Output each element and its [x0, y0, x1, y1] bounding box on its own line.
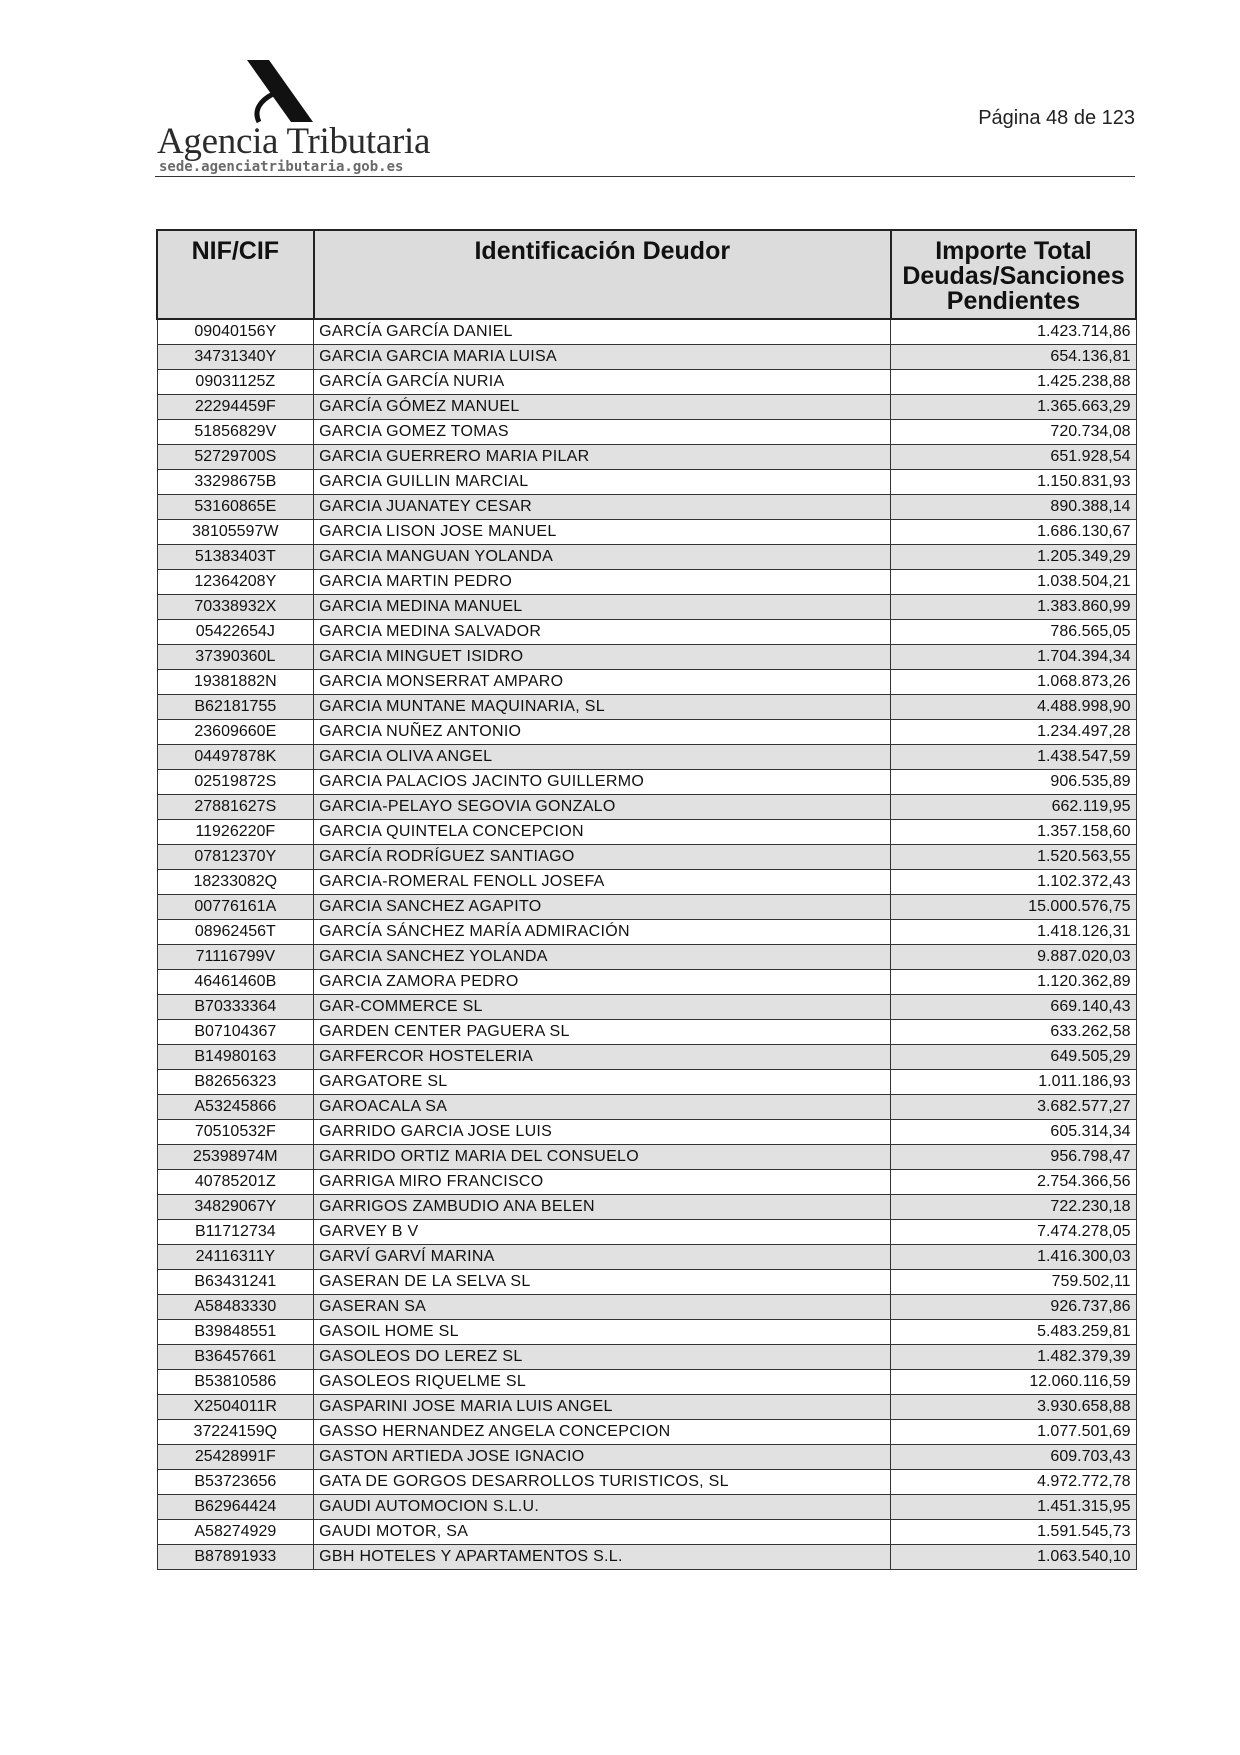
table-row — [157, 319, 1136, 345]
debtor-name-cell: GARCIA ZAMORA PEDRO — [314, 970, 891, 995]
table-row — [157, 1070, 1136, 1095]
nif-cell: 09040156Y — [157, 319, 314, 345]
amount-cell: 926.737,86 — [891, 1295, 1136, 1320]
debtor-name-cell: GASERAN DE LA SELVA SL — [314, 1270, 891, 1295]
nif-cell: 70510532F — [157, 1120, 314, 1145]
amount-cell: 1.038.504,21 — [891, 570, 1136, 595]
amount-cell: 1.451.315,95 — [891, 1495, 1136, 1520]
nif-cell: 51856829V — [157, 420, 314, 445]
table-row — [157, 1395, 1136, 1420]
nif-cell: 37224159Q — [157, 1420, 314, 1445]
nif-cell: 25398974M — [157, 1145, 314, 1170]
amount-cell: 1.591.545,73 — [891, 1520, 1136, 1545]
page-header — [155, 58, 1135, 178]
nif-cell: A53245866 — [157, 1095, 314, 1120]
debtor-name-cell: GARCIA MINGUET ISIDRO — [314, 645, 891, 670]
amount-cell: 956.798,47 — [891, 1145, 1136, 1170]
debtor-name-cell: GARCÍA SÁNCHEZ MARÍA ADMIRACIÓN — [314, 920, 891, 945]
debtor-name-cell: GARDEN CENTER PAGUERA SL — [314, 1020, 891, 1045]
table-row — [157, 1095, 1136, 1120]
debtor-name-cell: GASOIL HOME SL — [314, 1320, 891, 1345]
nif-cell: 02519872S — [157, 770, 314, 795]
table-row — [157, 820, 1136, 845]
nif-cell: 08962456T — [157, 920, 314, 945]
amount-cell: 633.262,58 — [891, 1020, 1136, 1045]
nif-cell: 34731340Y — [157, 345, 314, 370]
nif-cell: A58483330 — [157, 1295, 314, 1320]
table-row — [157, 920, 1136, 945]
nif-cell: 53160865E — [157, 495, 314, 520]
table-row — [157, 470, 1136, 495]
table-row — [157, 995, 1136, 1020]
nif-cell: B53723656 — [157, 1470, 314, 1495]
nif-cell: B63431241 — [157, 1270, 314, 1295]
amount-cell: 3.682.577,27 — [891, 1095, 1136, 1120]
table-row — [157, 1145, 1136, 1170]
debtor-name-cell: GARCIA OLIVA ANGEL — [314, 745, 891, 770]
amount-cell: 759.502,11 — [891, 1270, 1136, 1295]
debtor-name-cell: GARCIA GUERRERO MARIA PILAR — [314, 445, 891, 470]
amount-cell: 1.686.130,67 — [891, 520, 1136, 545]
nif-cell: 34829067Y — [157, 1195, 314, 1220]
amount-cell: 1.704.394,34 — [891, 645, 1136, 670]
nif-cell: 52729700S — [157, 445, 314, 470]
debtor-name-cell: GARVÍ GARVÍ MARINA — [314, 1245, 891, 1270]
amount-cell: 609.703,43 — [891, 1445, 1136, 1470]
table-row — [157, 520, 1136, 545]
debtor-name-cell: GASTON ARTIEDA JOSE IGNACIO — [314, 1445, 891, 1470]
amount-cell: 4.488.998,90 — [891, 695, 1136, 720]
nif-cell: 11926220F — [157, 820, 314, 845]
debtor-name-cell: GARCIA MUNTANE MAQUINARIA, SL — [314, 695, 891, 720]
table-row — [157, 1245, 1136, 1270]
nif-cell: B62181755 — [157, 695, 314, 720]
amount-cell: 15.000.576,75 — [891, 895, 1136, 920]
amount-cell: 2.754.366,56 — [891, 1170, 1136, 1195]
nif-cell: B11712734 — [157, 1220, 314, 1245]
nif-cell: B36457661 — [157, 1345, 314, 1370]
nif-cell: 22294459F — [157, 395, 314, 420]
debtor-name-cell: GARCIA MEDINA MANUEL — [314, 595, 891, 620]
table-body — [157, 319, 1136, 1570]
nif-cell: B70333364 — [157, 995, 314, 1020]
table-row — [157, 1120, 1136, 1145]
amount-cell: 649.505,29 — [891, 1045, 1136, 1070]
nif-cell: 24116311Y — [157, 1245, 314, 1270]
amount-cell: 605.314,34 — [891, 1120, 1136, 1145]
table-row — [157, 695, 1136, 720]
amount-cell: 1.011.186,93 — [891, 1070, 1136, 1095]
table-row — [157, 1345, 1136, 1370]
debtor-name-cell: GARCIA MANGUAN YOLANDA — [314, 545, 891, 570]
nif-cell: B53810586 — [157, 1370, 314, 1395]
amount-cell: 5.483.259,81 — [891, 1320, 1136, 1345]
nif-cell: 00776161A — [157, 895, 314, 920]
debtor-name-cell: GARCIA SANCHEZ YOLANDA — [314, 945, 891, 970]
amount-cell: 1.068.873,26 — [891, 670, 1136, 695]
amount-cell: 1.120.362,89 — [891, 970, 1136, 995]
nif-cell: 12364208Y — [157, 570, 314, 595]
amount-cell: 1.425.238,88 — [891, 370, 1136, 395]
debtor-name-cell: GAUDI AUTOMOCION S.L.U. — [314, 1495, 891, 1520]
nif-cell: B87891933 — [157, 1545, 314, 1570]
table-row — [157, 495, 1136, 520]
debtor-name-cell: GASERAN SA — [314, 1295, 891, 1320]
debtor-name-cell: GARRIDO ORTIZ MARIA DEL CONSUELO — [314, 1145, 891, 1170]
debtor-name-cell: GARVEY B V — [314, 1220, 891, 1245]
nif-cell: 33298675B — [157, 470, 314, 495]
nif-cell: B39848551 — [157, 1320, 314, 1345]
debtor-name-cell: GARCÍA GÓMEZ MANUEL — [314, 395, 891, 420]
agency-name: Agencia Tributaria — [157, 121, 431, 162]
debtor-name-cell: GARCIA JUANATEY CESAR — [314, 495, 891, 520]
amount-cell: 1.416.300,03 — [891, 1245, 1136, 1270]
table-row — [157, 945, 1136, 970]
agency-url: sede.agenciatributaria.gob.es — [159, 159, 404, 175]
amount-cell: 1.365.663,29 — [891, 395, 1136, 420]
debtor-name-cell: GBH HOTELES Y APARTAMENTOS S.L. — [314, 1545, 891, 1570]
amount-cell: 1.102.372,43 — [891, 870, 1136, 895]
amount-cell: 12.060.116,59 — [891, 1370, 1136, 1395]
table-row — [157, 345, 1136, 370]
debtor-name-cell: GARCIA GOMEZ TOMAS — [314, 420, 891, 445]
debtor-name-cell: GASOLEOS RIQUELME SL — [314, 1370, 891, 1395]
table-row — [157, 870, 1136, 895]
table-row — [157, 1545, 1136, 1570]
nif-cell: 37390360L — [157, 645, 314, 670]
table-row — [157, 770, 1136, 795]
table-row — [157, 645, 1136, 670]
amount-cell: 1.438.547,59 — [891, 745, 1136, 770]
debtor-name-cell: GARCIA MARTIN PEDRO — [314, 570, 891, 595]
amount-cell: 1.482.379,39 — [891, 1345, 1136, 1370]
amount-cell: 722.230,18 — [891, 1195, 1136, 1220]
page-indicator: Página 48 de 123 — [978, 107, 1135, 129]
nif-cell: A58274929 — [157, 1520, 314, 1545]
debtor-name-cell: GARCIA-ROMERAL FENOLL JOSEFA — [314, 870, 891, 895]
table-row — [157, 445, 1136, 470]
amount-cell: 1.234.497,28 — [891, 720, 1136, 745]
debtor-name-cell: GATA DE GORGOS DESARROLLOS TURISTICOS, SL — [314, 1470, 891, 1495]
debtor-name-cell: GARCÍA GARCÍA NURIA — [314, 370, 891, 395]
table-row — [157, 1470, 1136, 1495]
amount-cell: 662.119,95 — [891, 795, 1136, 820]
amount-cell: 3.930.658,88 — [891, 1395, 1136, 1420]
nif-cell: 51383403T — [157, 545, 314, 570]
table-row — [157, 1320, 1136, 1345]
nif-cell: 71116799V — [157, 945, 314, 970]
table-row — [157, 1520, 1136, 1545]
table-row — [157, 745, 1136, 770]
table-row — [157, 1170, 1136, 1195]
nif-cell: 23609660E — [157, 720, 314, 745]
agencia-tributaria-logo-icon — [243, 60, 315, 126]
debtor-name-cell: GAROACALA SA — [314, 1095, 891, 1120]
amount-cell: 651.928,54 — [891, 445, 1136, 470]
table-row — [157, 570, 1136, 595]
nif-cell: 25428991F — [157, 1445, 314, 1470]
nif-cell: B07104367 — [157, 1020, 314, 1045]
table-row — [157, 595, 1136, 620]
table-row — [157, 1220, 1136, 1245]
table-row — [157, 1270, 1136, 1295]
table-row — [157, 620, 1136, 645]
nif-cell: 19381882N — [157, 670, 314, 695]
table-row — [157, 1495, 1136, 1520]
column-header-nif: NIF/CIF — [157, 230, 314, 319]
nif-cell: 04497878K — [157, 745, 314, 770]
amount-cell: 4.972.772,78 — [891, 1470, 1136, 1495]
amount-cell: 1.357.158,60 — [891, 820, 1136, 845]
amount-cell: 7.474.278,05 — [891, 1220, 1136, 1245]
table-row — [157, 845, 1136, 870]
table-row — [157, 1020, 1136, 1045]
amount-cell: 1.418.126,31 — [891, 920, 1136, 945]
table-row — [157, 420, 1136, 445]
debtor-name-cell: GARCIA MONSERRAT AMPARO — [314, 670, 891, 695]
table-row — [157, 795, 1136, 820]
debtor-name-cell: GAUDI MOTOR, SA — [314, 1520, 891, 1545]
nif-cell: 09031125Z — [157, 370, 314, 395]
table-row — [157, 670, 1136, 695]
table-row — [157, 1370, 1136, 1395]
amount-cell: 1.520.563,55 — [891, 845, 1136, 870]
amount-cell: 669.140,43 — [891, 995, 1136, 1020]
nif-cell: 18233082Q — [157, 870, 314, 895]
amount-cell: 1.383.860,99 — [891, 595, 1136, 620]
nif-cell: B82656323 — [157, 1070, 314, 1095]
amount-cell: 1.077.501,69 — [891, 1420, 1136, 1445]
debtor-name-cell: GARCÍA RODRÍGUEZ SANTIAGO — [314, 845, 891, 870]
debtor-name-cell: GARRIDO GARCIA JOSE LUIS — [314, 1120, 891, 1145]
table-row — [157, 970, 1136, 995]
nif-cell: 38105597W — [157, 520, 314, 545]
amount-cell: 720.734,08 — [891, 420, 1136, 445]
table-row — [157, 395, 1136, 420]
debtor-name-cell: GARFERCOR HOSTELERIA — [314, 1045, 891, 1070]
column-header-name: Identificación Deudor — [314, 230, 891, 319]
debtor-name-cell: GARCIA MEDINA SALVADOR — [314, 620, 891, 645]
table-row — [157, 720, 1136, 745]
amount-cell: 1.205.349,29 — [891, 545, 1136, 570]
header-divider — [155, 176, 1135, 177]
column-header-amount: Importe Total Deudas/Sanciones Pendientes — [891, 230, 1136, 319]
table-row — [157, 895, 1136, 920]
table-row — [157, 1420, 1136, 1445]
table-row — [157, 1445, 1136, 1470]
table-row — [157, 1045, 1136, 1070]
debtor-name-cell: GARCIA LISON JOSE MANUEL — [314, 520, 891, 545]
debtor-name-cell: GARCIA PALACIOS JACINTO GUILLERMO — [314, 770, 891, 795]
debtors-table — [156, 229, 1137, 1570]
debtor-name-cell: GARCIA-PELAYO SEGOVIA GONZALO — [314, 795, 891, 820]
table-header-row — [157, 230, 1136, 319]
nif-cell: X2504011R — [157, 1395, 314, 1420]
debtor-name-cell: GARCIA NUÑEZ ANTONIO — [314, 720, 891, 745]
debtor-name-cell: GARCIA QUINTELA CONCEPCION — [314, 820, 891, 845]
nif-cell: 05422654J — [157, 620, 314, 645]
debtor-name-cell: GASPARINI JOSE MARIA LUIS ANGEL — [314, 1395, 891, 1420]
table-row — [157, 545, 1136, 570]
nif-cell: 40785201Z — [157, 1170, 314, 1195]
amount-cell: 906.535,89 — [891, 770, 1136, 795]
amount-cell: 1.150.831,93 — [891, 470, 1136, 495]
amount-cell: 1.423.714,86 — [891, 319, 1136, 345]
table-row — [157, 370, 1136, 395]
debtor-name-cell: GARCIA GARCIA MARIA LUISA — [314, 345, 891, 370]
debtor-name-cell: GARCÍA GARCÍA DANIEL — [314, 319, 891, 345]
nif-cell: 46461460B — [157, 970, 314, 995]
amount-cell: 890.388,14 — [891, 495, 1136, 520]
debtor-name-cell: GARCIA SANCHEZ AGAPITO — [314, 895, 891, 920]
debtor-name-cell: GARCIA GUILLIN MARCIAL — [314, 470, 891, 495]
nif-cell: B62964424 — [157, 1495, 314, 1520]
nif-cell: 27881627S — [157, 795, 314, 820]
debtor-name-cell: GASSO HERNANDEZ ANGELA CONCEPCION — [314, 1420, 891, 1445]
nif-cell: 70338932X — [157, 595, 314, 620]
amount-cell: 654.136,81 — [891, 345, 1136, 370]
amount-cell: 1.063.540,10 — [891, 1545, 1136, 1570]
table-row — [157, 1295, 1136, 1320]
debtor-name-cell: GAR-COMMERCE SL — [314, 995, 891, 1020]
nif-cell: B14980163 — [157, 1045, 314, 1070]
nif-cell: 07812370Y — [157, 845, 314, 870]
amount-cell: 9.887.020,03 — [891, 945, 1136, 970]
debtor-name-cell: GARRIGOS ZAMBUDIO ANA BELEN — [314, 1195, 891, 1220]
table-row — [157, 1195, 1136, 1220]
debtor-name-cell: GARGATORE SL — [314, 1070, 891, 1095]
debtor-name-cell: GARRIGA MIRO FRANCISCO — [314, 1170, 891, 1195]
debtor-name-cell: GASOLEOS DO LEREZ SL — [314, 1345, 891, 1370]
amount-cell: 786.565,05 — [891, 620, 1136, 645]
